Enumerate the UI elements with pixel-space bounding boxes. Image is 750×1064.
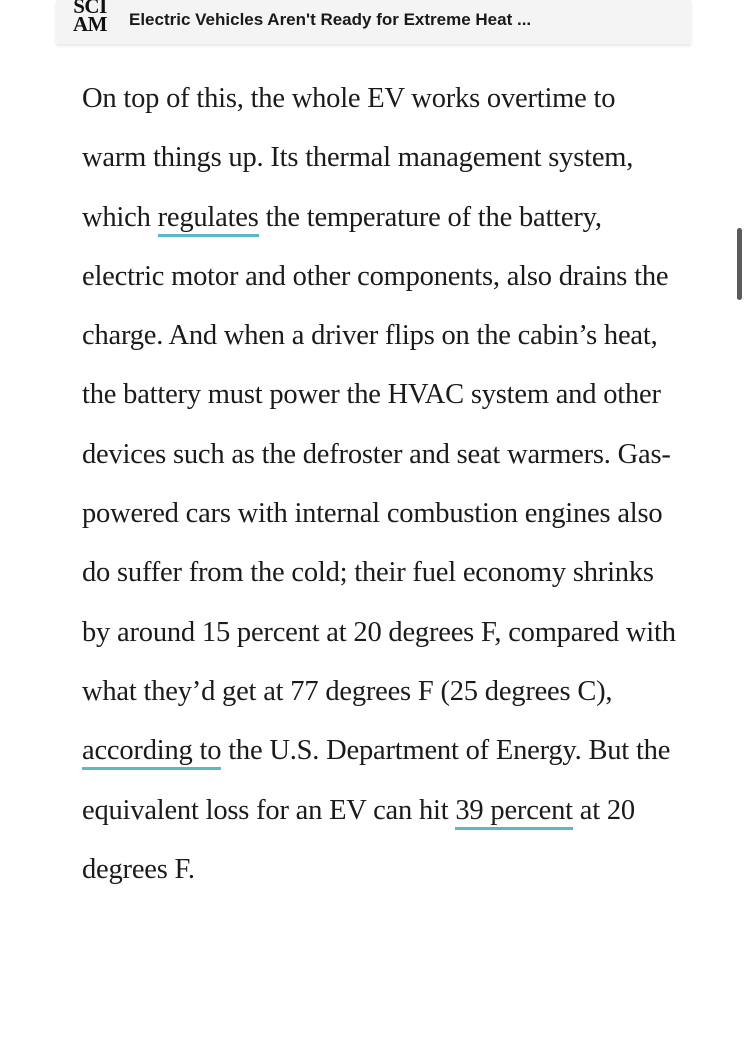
logo-line-2: AM <box>73 12 107 36</box>
scrollbar-thumb[interactable] <box>737 228 742 300</box>
link-39-percent[interactable]: 39 percent <box>455 795 572 830</box>
article-paragraph <box>82 69 682 899</box>
link-according-to[interactable]: according to <box>82 735 221 770</box>
top-bar <box>56 0 691 44</box>
article-text-4: at 20 degrees F. <box>82 794 635 885</box>
article-text-1: On top of this, the whole EV works overtime to warm things up. Its thermal management system, which <box>82 83 634 233</box>
link-regulates[interactable]: regulates <box>158 202 259 237</box>
sciam-logo[interactable] <box>70 0 110 36</box>
article-text-3: the U.S. Department of Energy. But the equivalent loss for an EV can hit <box>82 735 671 826</box>
logo-line-1: SCI <box>73 0 107 18</box>
page-title: Electric Vehicles Aren't Ready for Extreme Heat ... <box>129 10 532 29</box>
article-text-2: the temperature of the battery, electric motor and other components, also drains the charge. And when a driver flips on the cabin’s heat, the battery must power the HVAC system and other devices such as the defroster and seat warmers. Gas-powered cars with internal combustion engines also do suffer from the cold; their fuel economy shrinks by around 15 percent at 20 degrees F, compared with what they’d get at 77 degrees F (25 degrees C), <box>82 201 676 707</box>
